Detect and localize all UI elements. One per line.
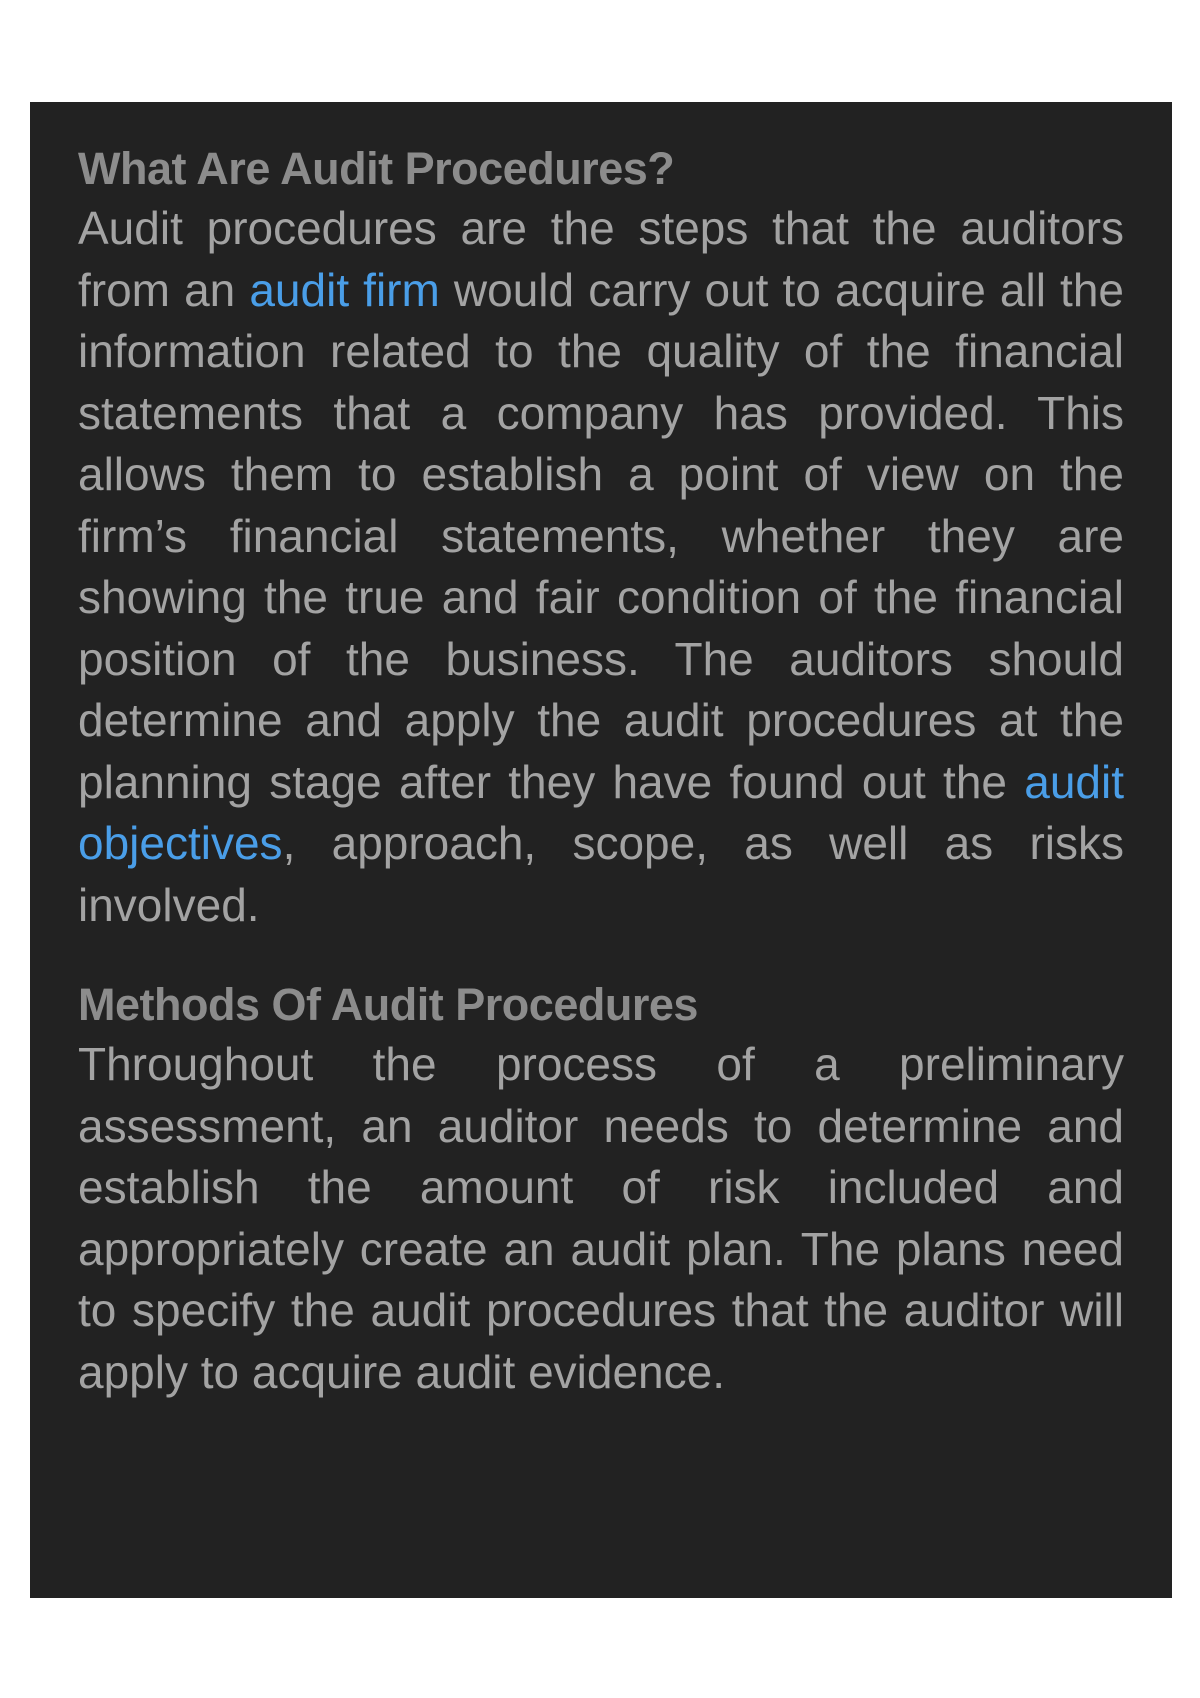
paragraph-text: Audit procedures are the steps that the auditors from an (78, 202, 1124, 316)
audit-firm-link[interactable]: audit firm (249, 263, 440, 316)
paragraph-text: would carry out to acquire all the information related to the quality of the financial statements that a company has provided. This allows them to establish a point of view on the firm’s financial statements, whether they are showing the true and fair condition of the financial position of the business. The auditors should determine and apply the audit procedures at the planning stage after they have found out the (78, 263, 1124, 808)
section-spacer (78, 936, 1124, 976)
paragraph-text: , approach, scope, as well as risks involved. (78, 817, 1124, 931)
article-card (30, 102, 1172, 1598)
audit-procedures-paragraph (78, 198, 1124, 936)
section-heading-audit-procedures: What Are Audit Procedures? (78, 143, 675, 194)
section-heading-methods: Methods Of Audit Procedures (78, 979, 698, 1030)
audit-objectives-link[interactable]: audit objectives (78, 755, 1124, 869)
methods-paragraph: Throughout the process of a preliminary assessment, an auditor needs to determine and establish the amount of risk included and appropriately create an audit plan. The plans need to specify the audit procedures that the auditor will apply to acquire audit evidence. (78, 1038, 1124, 1398)
